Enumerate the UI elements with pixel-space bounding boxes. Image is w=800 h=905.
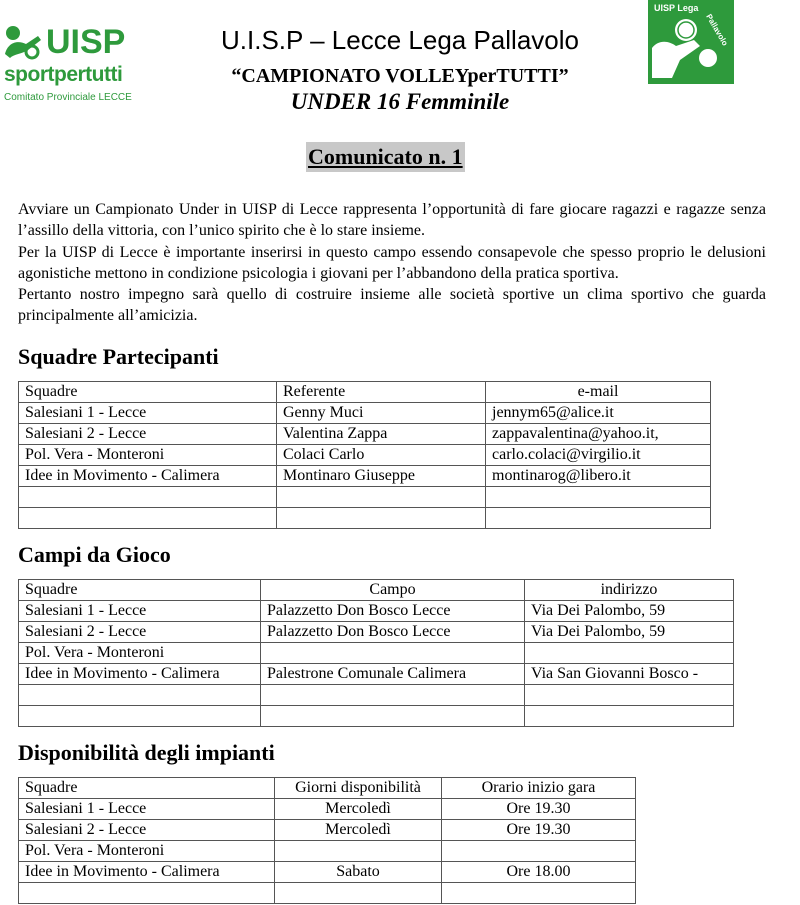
start-time-cell	[442, 883, 636, 904]
venue-cell	[261, 643, 525, 664]
svg-text:Pallavolo: Pallavolo	[704, 12, 730, 48]
address-cell: Via Dei Palombo, 59	[525, 622, 734, 643]
teams-table	[18, 381, 711, 529]
venue-cell	[261, 706, 525, 727]
email-cell: zappavalentina@yahoo.it,	[486, 424, 711, 445]
table-header-row	[19, 580, 734, 601]
table-row	[19, 424, 711, 445]
team-cell	[19, 685, 261, 706]
header-cell: Referente	[277, 382, 486, 403]
header-cell: Squadre	[19, 580, 261, 601]
team-cell: Idee in Movimento - Calimera	[19, 664, 261, 685]
days-cell: Sabato	[275, 862, 442, 883]
start-time-cell: Ore 19.30	[442, 799, 636, 820]
section-title-disponibilita: Disponibilità degli impianti	[18, 740, 275, 765]
team-cell: Salesiani 2 - Lecce	[19, 622, 261, 643]
team-cell	[19, 508, 277, 529]
email-cell	[486, 487, 711, 508]
header-cell: Squadre	[19, 382, 277, 403]
referent-cell	[277, 508, 486, 529]
start-time-cell: Ore 18.00	[442, 862, 636, 883]
team-cell	[19, 706, 261, 727]
team-cell: Salesiani 1 - Lecce	[19, 601, 261, 622]
section-title-squadre: Squadre Partecipanti	[18, 344, 219, 369]
comunicato-heading: Comunicato n. 1	[306, 142, 465, 172]
venue-cell: Palestrone Comunale Calimera	[261, 664, 525, 685]
logo-brand-text: UISP	[46, 23, 126, 61]
table-header-row	[19, 778, 636, 799]
start-time-cell: Ore 19.30	[442, 820, 636, 841]
start-time-cell	[442, 841, 636, 862]
header-cell: Giorni disponibilità	[275, 778, 442, 799]
team-cell	[19, 487, 277, 508]
referent-cell: Colaci Carlo	[277, 445, 486, 466]
team-cell: Salesiani 2 - Lecce	[19, 820, 275, 841]
table-header-row	[19, 382, 711, 403]
svg-text:UISP Lega: UISP Lega	[654, 3, 699, 13]
table-row	[19, 601, 734, 622]
intro-paragraph: Pertanto nostro impegno sarà quello di costruire insieme alle società sportive un clima sportivo che guarda principalmente all’amicizia.	[18, 286, 766, 325]
intro-text	[18, 199, 766, 327]
team-cell: Salesiani 1 - Lecce	[19, 799, 275, 820]
table-row-empty	[19, 487, 711, 508]
logo-subtitle: Comitato Provinciale LECCE	[4, 92, 132, 103]
venue-cell: Palazzetto Don Bosco Lecce	[261, 622, 525, 643]
address-cell	[525, 706, 734, 727]
header-cell: Orario inizio gara	[442, 778, 636, 799]
team-cell: Idee in Movimento - Calimera	[19, 466, 277, 487]
days-cell	[275, 841, 442, 862]
table-row	[19, 643, 734, 664]
referent-cell: Genny Muci	[277, 403, 486, 424]
table-row-empty	[19, 706, 734, 727]
fields-table	[18, 579, 734, 727]
table-row-empty	[19, 508, 711, 529]
championship-name: “CAMPIONATO VOLLEYperTUTTI”	[231, 65, 569, 87]
email-cell: montinarog@libero.it	[486, 466, 711, 487]
team-cell	[19, 883, 275, 904]
team-cell: Idee in Movimento - Calimera	[19, 862, 275, 883]
email-cell: carlo.colaci@virgilio.it	[486, 445, 711, 466]
table-row-empty	[19, 883, 636, 904]
address-cell	[525, 643, 734, 664]
email-cell	[486, 508, 711, 529]
section-title-campi: Campi da Gioco	[18, 542, 171, 567]
header-cell: indirizzo	[525, 580, 734, 601]
table-row	[19, 445, 711, 466]
team-cell: Pol. Vera - Monteroni	[19, 445, 277, 466]
table-row	[19, 622, 734, 643]
days-cell: Mercoledì	[275, 799, 442, 820]
table-row-empty	[19, 685, 734, 706]
intro-paragraph: Per la UISP di Lecce è importante inserirsi in questo campo essendo consapevole che spesso proprio le delusioni agonistiche mettono in condizione psicologia i giovani per l’abbandono della pratica sportiva.	[18, 243, 766, 282]
logo-tagline: sportpertutti	[4, 63, 123, 86]
table-row	[19, 403, 711, 424]
table-row	[19, 799, 636, 820]
table-row	[19, 664, 734, 685]
address-cell	[525, 685, 734, 706]
days-cell	[275, 883, 442, 904]
availability-table	[18, 777, 636, 904]
header-cell: e-mail	[486, 382, 711, 403]
referent-cell	[277, 487, 486, 508]
team-cell: Pol. Vera - Monteroni	[19, 643, 261, 664]
days-cell: Mercoledì	[275, 820, 442, 841]
address-cell: Via San Giovanni Bosco -	[525, 664, 734, 685]
venue-cell	[261, 685, 525, 706]
header-cell: Campo	[261, 580, 525, 601]
team-cell: Pol. Vera - Monteroni	[19, 841, 275, 862]
address-cell: Via Dei Palombo, 59	[525, 601, 734, 622]
team-cell: Salesiani 1 - Lecce	[19, 403, 277, 424]
team-cell: Salesiani 2 - Lecce	[19, 424, 277, 445]
category-title: UNDER 16 Femminile	[290, 89, 510, 114]
header-cell: Squadre	[19, 778, 275, 799]
header-title: U.I.S.P – Lecce Lega Pallavolo	[221, 25, 579, 55]
table-row	[19, 841, 636, 862]
table-row	[19, 466, 711, 487]
referent-cell: Valentina Zappa	[277, 424, 486, 445]
intro-paragraph: Avviare un Campionato Under in UISP di Lecce rappresenta l’opportunità di fare giocare ragazzi e ragazze senza l’assillo della vittoria, con l’unico spirito che è lo stare insieme.	[18, 201, 766, 240]
table-row	[19, 820, 636, 841]
venue-cell: Palazzetto Don Bosco Lecce	[261, 601, 525, 622]
email-cell: jennym65@alice.it	[486, 403, 711, 424]
table-row	[19, 862, 636, 883]
referent-cell: Montinaro Giuseppe	[277, 466, 486, 487]
